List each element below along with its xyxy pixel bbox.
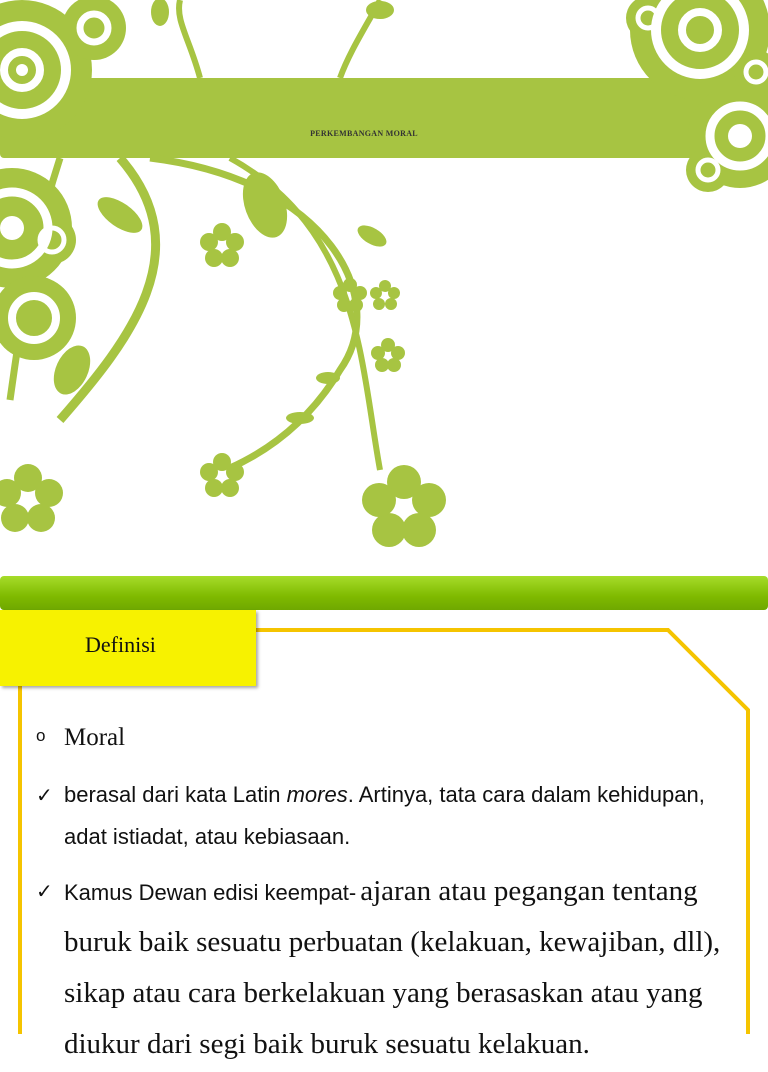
moral-label: Moral: [64, 724, 126, 751]
circle-bullet-icon: o: [36, 726, 46, 745]
checkmark-icon: ✓: [36, 783, 53, 807]
origin-text-after: . Artinya, tata cara dalam kehidupan, adat istiadat, atau kebiasaan.: [64, 782, 705, 849]
flower-3: [370, 280, 400, 310]
tab-label: Definisi: [85, 632, 156, 657]
flower-1: [200, 223, 244, 267]
list-item-moral: [36, 724, 736, 760]
checkmark-icon: ✓: [36, 879, 53, 903]
list-item-kamus-dewan: [36, 868, 736, 1072]
flower-7: [0, 464, 63, 532]
origin-text-before: berasal dari kata Latin: [64, 782, 287, 807]
flower-5: [200, 453, 244, 497]
slide-title: PERKEMBANGAN MORAL: [310, 129, 418, 138]
list-item-origin: [36, 774, 736, 858]
flower-6: [362, 465, 446, 547]
definition-slide: [0, 574, 768, 1060]
flower-4: [371, 338, 405, 372]
branch-band: [0, 78, 768, 158]
definition-content: [36, 724, 736, 1072]
kamus-dewan-lead: Kamus Dewan edisi keempat-: [64, 880, 357, 905]
kamus-dewan-definition: ajaran atau pegangan tentang buruk baik sesuatu perbuatan (kelakuan, kewajiban, dll), sikap atau cara berkelakuan yang berasaskan atau yang diukur dari segi baik buruk sesuatu kelakuan.: [64, 875, 721, 1060]
origin-text-latin: mores: [286, 782, 348, 807]
